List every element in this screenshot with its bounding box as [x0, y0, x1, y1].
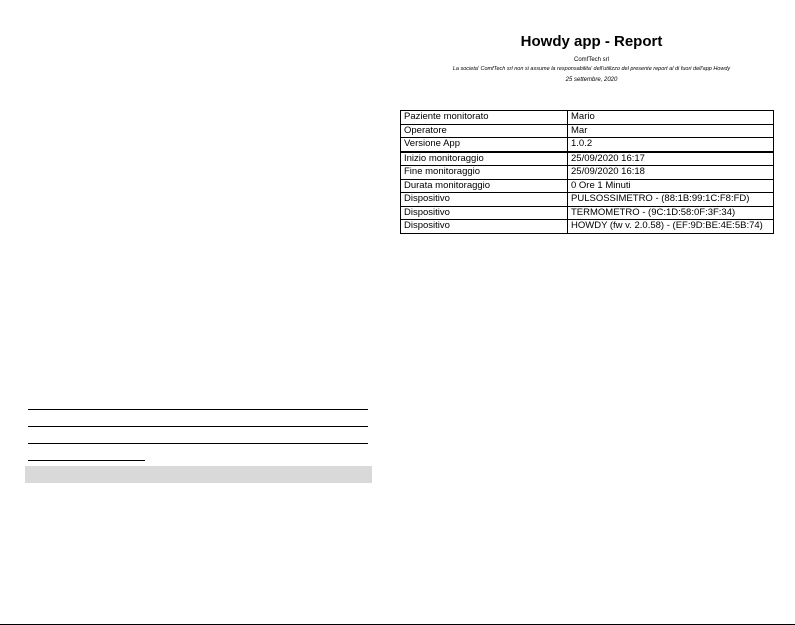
report-title: Howdy app - Report	[520, 33, 663, 50]
row-value: Mario	[568, 111, 774, 125]
row-key: Fine monitoraggio	[401, 166, 568, 180]
signature-line-2	[28, 426, 368, 427]
row-value: 0 Ore 1 Minuti	[568, 179, 774, 193]
row-key: Operatore	[401, 124, 568, 138]
table-row	[401, 152, 774, 166]
disclaimer: La societa' ComfTech srl non si assume la responsabilita' dell'utilizzo del presente report al di fuori dell'app Howdy	[452, 66, 731, 72]
row-value: HOWDY (fw v. 2.0.58) - (EF:9D:BE:4E:5B:74)	[568, 220, 774, 234]
table-row	[401, 124, 774, 138]
report-date: 25 settembre, 2020	[565, 77, 618, 83]
table-row	[401, 111, 774, 125]
row-key: Inizio monitoraggio	[401, 152, 568, 166]
row-value: Mar	[568, 124, 774, 138]
signature-line-3	[28, 443, 368, 444]
table-row	[401, 179, 774, 193]
row-value: 1.0.2	[568, 138, 774, 152]
signature-line-4	[28, 460, 145, 461]
row-value: TERMOMETRO - (9C:1D:58:0F:3F:34)	[568, 206, 774, 220]
info-table	[400, 110, 774, 234]
row-key: Dispositivo	[401, 206, 568, 220]
signature-line-1	[28, 409, 368, 410]
table-row	[401, 166, 774, 180]
table-row	[401, 220, 774, 234]
table-row	[401, 138, 774, 152]
row-value: 25/09/2020 16:17	[568, 152, 774, 166]
left-page	[0, 0, 395, 625]
report-page	[395, 0, 795, 625]
row-key: Versione App	[401, 138, 568, 152]
gray-bar	[25, 466, 372, 483]
row-key: Dispositivo	[401, 220, 568, 234]
row-value: PULSOSSIMETRO - (88:1B:99:1C:F8:FD)	[568, 193, 774, 207]
row-value: 25/09/2020 16:18	[568, 166, 774, 180]
table-row	[401, 193, 774, 207]
row-key: Durata monitoraggio	[401, 179, 568, 193]
row-key: Dispositivo	[401, 193, 568, 207]
row-key: Paziente monitorato	[401, 111, 568, 125]
table-row	[401, 206, 774, 220]
company-name: ComfTech srl	[573, 57, 609, 63]
